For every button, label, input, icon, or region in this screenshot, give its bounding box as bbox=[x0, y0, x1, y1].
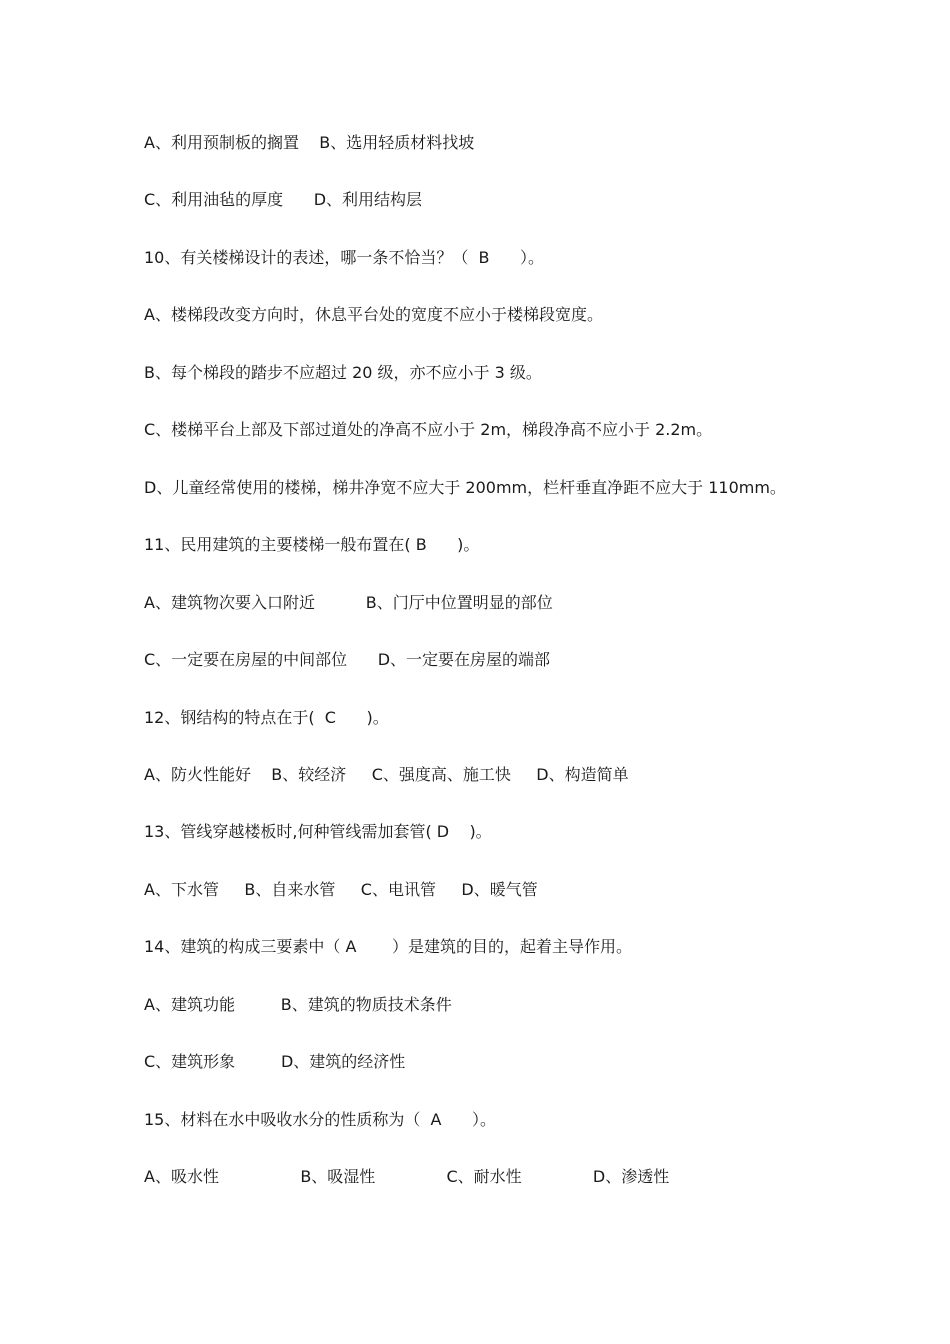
q10-question: 10、有关楼梯设计的表述，哪一条不恰当？（ B ）。 bbox=[144, 248, 545, 267]
q15-question: 15、材料在水中吸收水分的性质称为（ A ）。 bbox=[144, 1110, 496, 1129]
q15-options: A、吸水性 B、吸湿性 C、耐水性 D、渗透性 bbox=[144, 1167, 670, 1186]
q14-options-cd: C、建筑形象 D、建筑的经济性 bbox=[144, 1052, 406, 1071]
q10-option-b: B、每个梯段的踏步不应超过 20 级，亦不应小于 3 级。 bbox=[144, 363, 542, 382]
q13-question: 13、管线穿越楼板时,何种管线需加套管( D )。 bbox=[144, 822, 492, 841]
q12-options: A、防火性能好 B、较经济 C、强度高、施工快 D、构造简单 bbox=[144, 765, 629, 784]
q13-options: A、下水管 B、自来水管 C、电讯管 D、暖气管 bbox=[144, 880, 538, 899]
q11-question: 11、民用建筑的主要楼梯一般布置在( B )。 bbox=[144, 535, 480, 554]
q10-option-d: D、儿童经常使用的楼梯，梯井净宽不应大于 200mm，栏杆垂直净距不应大于 110mm。 bbox=[144, 478, 786, 497]
q9-options-cd: C、利用油毡的厚度 D、利用结构层 bbox=[144, 190, 423, 209]
q10-option-c: C、楼梯平台上部及下部过道处的净高不应小于 2m，梯段净高不应小于 2.2m。 bbox=[144, 420, 713, 439]
q9-options-ab: A、利用预制板的搁置 B、选用轻质材料找坡 bbox=[144, 133, 475, 152]
q11-options-ab: A、建筑物次要入口附近 B、门厅中位置明显的部位 bbox=[144, 593, 553, 612]
q10-option-a: A、楼梯段改变方向时，休息平台处的宽度不应小于楼梯段宽度。 bbox=[144, 305, 603, 324]
q11-options-cd: C、一定要在房屋的中间部位 D、一定要在房屋的端部 bbox=[144, 650, 551, 669]
q12-question: 12、钢结构的特点在于( C )。 bbox=[144, 708, 389, 727]
q14-question: 14、建筑的构成三要素中（ A ）是建筑的目的，起着主导作用。 bbox=[144, 937, 632, 956]
q14-options-ab: A、建筑功能 B、建筑的物质技术条件 bbox=[144, 995, 452, 1014]
